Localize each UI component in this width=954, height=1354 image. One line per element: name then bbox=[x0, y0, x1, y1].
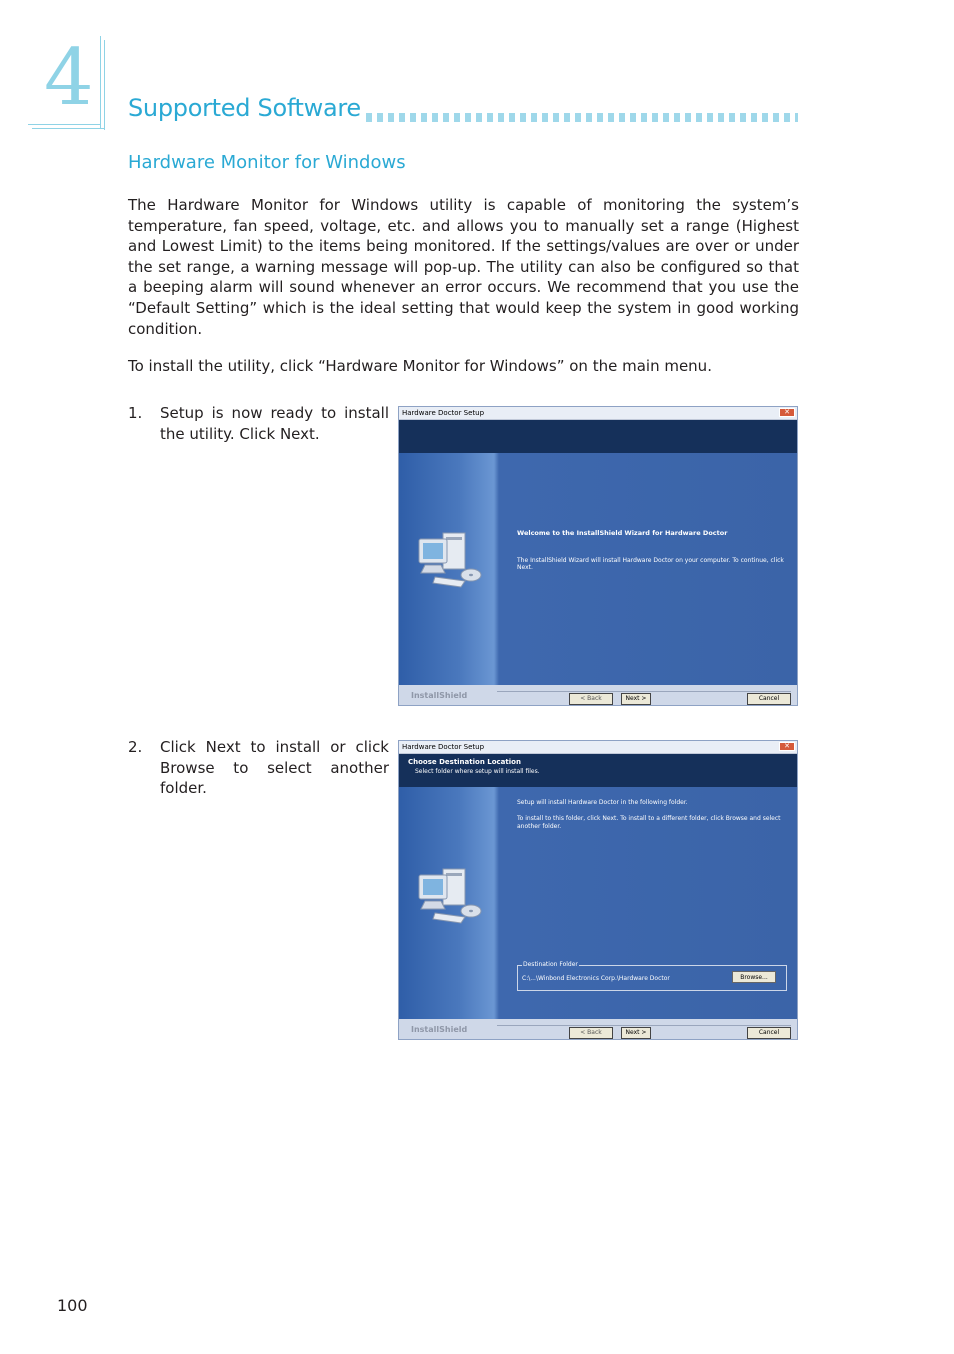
intro-paragraph: The Hardware Monitor for Windows utility is capable of monitoring the system’s temperature, fan speed, voltage, etc. and allows you to manually set a range (Highest and Lowest Limit) to the items being monitored. If the settings/values are over or under the set range, a warning message will pop-up. The utility can also be configured so that a beeping alarm will sound whenever an error occurs. We recommend that you use the “Default Setting” which is the ideal setting that would keep the system in good working condition. bbox=[128, 196, 799, 338]
footer-divider bbox=[497, 691, 791, 692]
step-text: Setup is now ready to install the utility. Click Next. bbox=[160, 404, 389, 443]
installshield-logo: InstallShield bbox=[411, 691, 468, 700]
setup-dialog-destination bbox=[398, 740, 798, 1040]
chapter-divider bbox=[104, 40, 105, 130]
dialog-header-band bbox=[399, 754, 797, 787]
computer-icon bbox=[415, 525, 485, 595]
destination-text: Setup will install Hardware Doctor in the following folder. bbox=[517, 799, 688, 806]
chapter-title: Supported Software bbox=[128, 94, 361, 122]
band-subtitle: Select folder where setup will install files. bbox=[415, 768, 540, 775]
dialog-title: Hardware Doctor Setup bbox=[402, 409, 485, 417]
dialog-content-pane bbox=[399, 453, 797, 685]
back-button[interactable]: < Back bbox=[569, 693, 613, 705]
dialog-titlebar bbox=[399, 407, 797, 420]
destination-folder-group bbox=[517, 961, 787, 991]
installshield-logo: InstallShield bbox=[411, 1025, 468, 1034]
cancel-button[interactable]: Cancel bbox=[747, 1027, 791, 1039]
wizard-heading: Welcome to the InstallShield Wizard for Hardware Doctor bbox=[517, 529, 728, 537]
browse-button[interactable]: Browse... bbox=[732, 971, 776, 983]
page-number: 100 bbox=[57, 1296, 88, 1315]
install-paragraph: To install the utility, click “Hardware Monitor for Windows” on the main menu. bbox=[128, 357, 712, 375]
footer-divider bbox=[497, 1025, 791, 1026]
destination-legend: Destination Folder bbox=[523, 961, 578, 968]
step-number: 1. bbox=[128, 404, 143, 422]
destination-instructions: To install to this folder, click Next. To install to a different folder, click Browse and select another folder. bbox=[517, 815, 781, 830]
chapter-number: 4 bbox=[44, 33, 94, 123]
next-button[interactable]: Next > bbox=[621, 693, 651, 705]
setup-dialog-welcome bbox=[398, 406, 798, 706]
dialog-footer bbox=[399, 1019, 797, 1040]
chapter-divider bbox=[100, 36, 101, 128]
step-text: Click Next to install or click Browse to select another folder. bbox=[160, 738, 389, 798]
chapter-divider bbox=[28, 124, 101, 125]
computer-icon bbox=[415, 861, 485, 931]
dialog-footer bbox=[399, 685, 797, 706]
step-number: 2. bbox=[128, 738, 143, 756]
title-dotted-rule bbox=[366, 113, 798, 122]
dialog-header-band bbox=[399, 420, 797, 453]
chapter-divider bbox=[32, 128, 105, 129]
dialog-titlebar bbox=[399, 741, 797, 754]
section-title: Hardware Monitor for Windows bbox=[128, 152, 406, 173]
next-button[interactable]: Next > bbox=[621, 1027, 651, 1039]
close-icon[interactable]: ✕ bbox=[779, 408, 795, 417]
back-button[interactable]: < Back bbox=[569, 1027, 613, 1039]
dialog-content-pane bbox=[399, 787, 797, 1019]
destination-path: C:\...\Winbond Electronics Corp.\Hardware Doctor bbox=[522, 975, 670, 982]
cancel-button[interactable]: Cancel bbox=[747, 693, 791, 705]
band-title: Choose Destination Location bbox=[408, 758, 521, 766]
wizard-body: The InstallShield Wizard will install Hardware Doctor on your computer. To continue, click Next. bbox=[517, 557, 784, 571]
dialog-title: Hardware Doctor Setup bbox=[402, 743, 485, 751]
close-icon[interactable]: ✕ bbox=[779, 742, 795, 751]
